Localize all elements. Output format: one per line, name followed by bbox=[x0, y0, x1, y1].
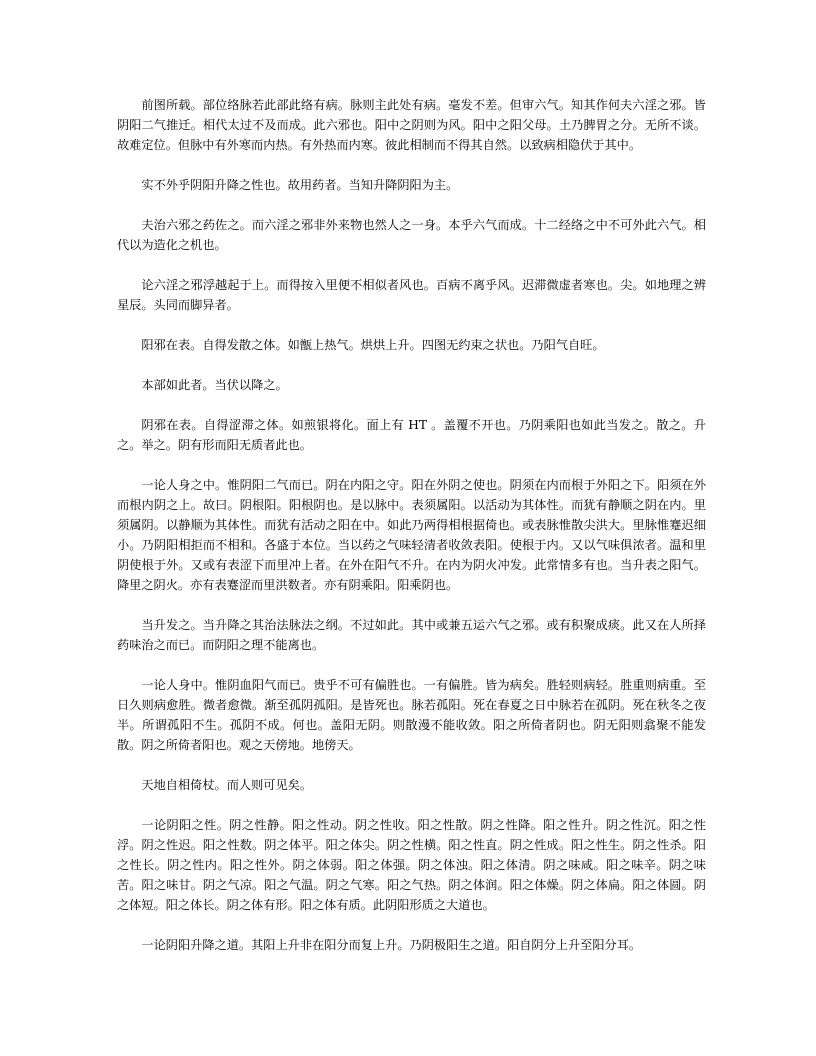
paragraph: 一论人身中。惟阴血阳气而已。贵乎不可有偏胜也。一有偏胜。皆为病矣。胜轻则病轻。胜重则病重。至日久则病愈胜。微者愈微。渐至孤阴孤阳。是皆死也。脉若孤阳。死在春夏之日中脉若在孤阴。死在秋冬之夜半。所谓孤阳不生。孤阴不成。何也。盖阳无阴。则散漫不能收敛。阳之所倚者阴也。阴无阳则翕聚不能发散。阴之所倚者阳也。观之天傍地。地傍天。 bbox=[117, 678, 706, 752]
paragraph: 本部如此者。当伏以降之。 bbox=[141, 378, 288, 392]
paragraph: 阳邪在表。自得发散之体。如甑上热气。烘烘上升。四图无约束之状也。乃阳气自旺。 bbox=[141, 338, 605, 352]
paragraph: 一论人身之中。惟阴阳二气而已。阴在内阳之守。阳在外阴之使也。阴须在内而根于外阳之下。阳须在外而根内阴之上。故曰。阴根阳。阳根阴也。是以脉中。表须属阳。以活动为其体性。而犹有静顺之阴在内。里须属阴。以静顺为其体性。而犹有活动之阳在中。如此乃两得相根据倚也。或表脉惟散尖洪大。里脉惟蹇迟细小。乃阴阳相拒而不相和。各盛于本位。当以药之气味轻清者收敛表阳。使根于内。又以气味俱浓者。温和里阴使根于外。又或有表涩下而里冲上者。在外在阳气不升。在内为阴火冲发。此常情多有也。当升表之阳气。降里之阴火。亦有表蹇涩而里洪数者。亦有阴乘阳。阳乘阴也。 bbox=[117, 478, 706, 592]
paragraph: 当升发之。当升降之其治法脉法之纲。不过如此。其中或兼五运六气之邪。或有积聚成痰。此又在人所择药味治之而已。而阴阳之理不能离也。 bbox=[117, 618, 706, 652]
paragraph: 阴邪在表。自得涩滞之体。如煎银将化。面上有 HT 。盖覆不开也。乃阴乘阳也如此当发之。散之。升之。举之。阴有形而阳无质者此也。 bbox=[117, 418, 706, 452]
paragraph: 前图所载。部位络脉若此部此络有病。脉则主此处有病。毫发不差。但审六气。知其作何夫六淫之邪。皆阴阳二气推迁。相代太过不及而成。此六邪也。阳中之阴则为风。阳中之阳父母。土乃脾胃之分。无所不谈。故难定位。但脉中有外寒而内热。有外热而内寒。彼此相制而不得其自然。以致病相隐伏于其中。 bbox=[117, 98, 706, 152]
paragraph: 论六淫之邪浮越起于上。而得按入里便不相似者风也。百病不离乎风。迟滞微虚者寒也。尖。如地理之辨星辰。头同而脚异者。 bbox=[117, 278, 706, 312]
paragraph: 一论阴阳升降之道。其阳上升非在阳分而复上升。乃阴极阳生之道。阳自阴分上升至阳分耳。 bbox=[141, 938, 642, 952]
paragraph: 实不外乎阴阳升降之性也。故用药者。当知升降阴阳为主。 bbox=[141, 178, 459, 192]
paragraph: 天地自相倚杖。而人则可见矣。 bbox=[141, 778, 313, 792]
paragraph: 一论阴阳之性。阴之性静。阳之性动。阴之性收。阳之性散。阴之性降。阳之性升。阴之性沉。阳之性浮。阴之性迟。阳之性数。阴之体平。阳之体尖。阴之性横。阳之性直。阴之性成。阳之性生。阴之性杀。阳之性长。阴之性内。阳之性外。阴之体弱。阳之体强。阴之体浊。阳之体清。阴之味咸。阳之味辛。阴之味苦。阳之味甘。阴之气凉。阳之气温。阴之气寒。阳之气热。阴之体润。阳之体燥。阴之体扁。阳之体圆。阴之体短。阳之体长。阴之体有形。阳之体有质。此阴阳形质之大道也。 bbox=[117, 818, 706, 912]
paragraph: 夫治六邪之药佐之。而六淫之邪非外来物也然人之一身。本乎六气而成。十二经络之中不可外此六气。相代以为造化之机也。 bbox=[117, 218, 706, 252]
